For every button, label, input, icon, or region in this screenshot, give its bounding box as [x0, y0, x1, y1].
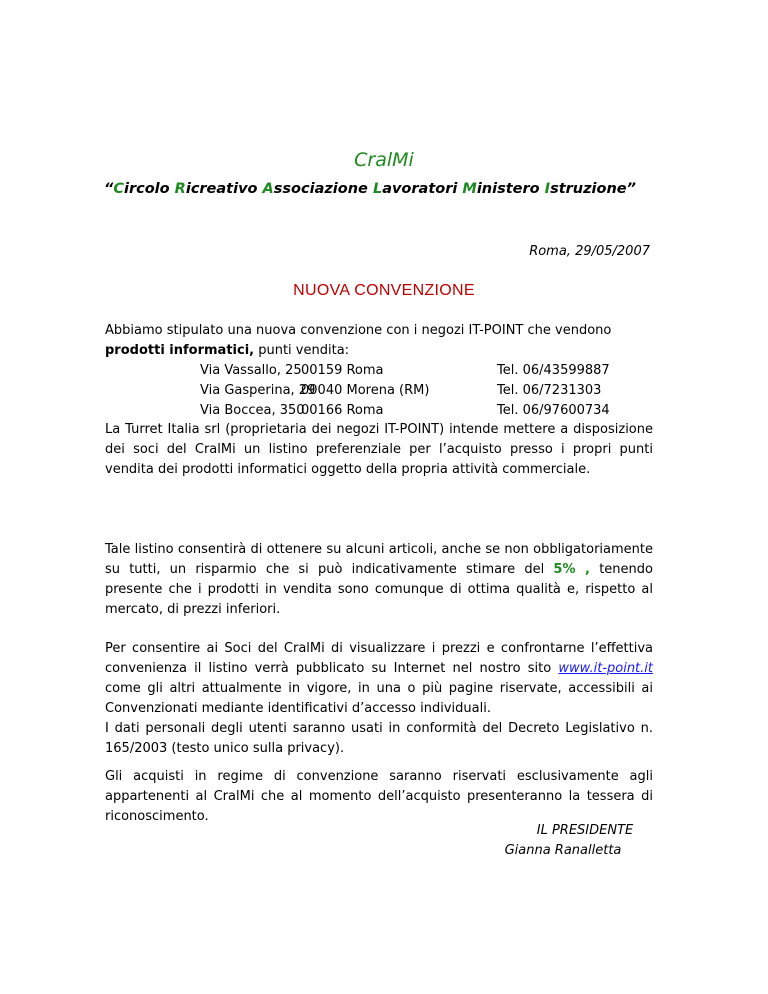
store-row — [105, 381, 665, 401]
logo-part-cral: Cral — [354, 149, 393, 171]
initial-a: A — [262, 181, 274, 197]
intro-text-end: punti vendita: — [254, 343, 350, 358]
initial-m: M — [462, 181, 477, 197]
website-link[interactable]: www.it-point.it — [558, 661, 653, 676]
word-ministero: inistero — [476, 181, 545, 197]
store-phone: Tel. 06/7231303 — [497, 383, 602, 398]
discount-text: Tale listino consentirà di ottenere su alcuni articoli, anche se non obbligatoriamente su tutti, un risparmio che si può indicativamente stimare del — [105, 542, 653, 577]
word-circolo: ircolo — [124, 181, 175, 197]
store-city: 00166 Roma — [301, 403, 384, 418]
document-date: Roma, 29/05/2007 — [529, 244, 650, 259]
privacy-text: I dati personali degli utenti saranno usati in conformità del Decreto Legislativo n. 165/2003 (testo unico sulla privacy). — [105, 721, 653, 756]
document-heading: NUOVA CONVENZIONE — [293, 282, 475, 299]
website-text-end: come gli altri attualmente in vigore, in una o più pagine riservate, accessibili ai Convenzionati mediante identificativi d’accesso individuali. — [105, 681, 653, 716]
store-phone: Tel. 06/43599887 — [497, 363, 610, 378]
initial-r: R — [174, 181, 186, 197]
website-text: Per consentire ai Soci del CralMi di visualizzare i prezzi e confrontarne l’effettiva convenienza il listino verrà pubblicato su Internet nel nostro sito — [105, 641, 653, 676]
initial-i: I — [544, 181, 551, 197]
word-lavoratori: avoratori — [382, 181, 463, 197]
store-address: Via Vassallo, 25 — [200, 363, 302, 378]
website-paragraph — [105, 639, 653, 759]
close-quote: ” — [626, 181, 636, 197]
store-list — [105, 361, 665, 421]
store-city: 00159 Roma — [301, 363, 384, 378]
intro-paragraph — [105, 321, 653, 361]
initial-l: L — [372, 181, 383, 197]
store-row — [105, 401, 665, 421]
turret-paragraph: La Turret Italia srl (proprietaria dei negozi IT-POINT) intende mettere a disposizione dei soci del CralMi un listino preferenziale per l’acquisto presso i propri punti vendita dei prodotti informatici oggetto della propria attività commerciale. — [105, 422, 653, 477]
cralmi-logo — [0, 149, 768, 171]
discount-percentage: 5% , — [553, 562, 590, 577]
initial-c: C — [113, 181, 124, 197]
store-phone: Tel. 06/97600734 — [497, 403, 610, 418]
signature-title: IL PRESIDENTE — [536, 823, 634, 838]
word-associazione: ssociazione — [273, 181, 373, 197]
association-full-name — [104, 181, 704, 197]
discount-text-end: tenendo presente che i prodotti in vendita sono comunque di ottima qualità e, rispetto al mercato, di prezzi inferiori. — [105, 562, 653, 617]
store-address: Via Gasperina, 29 — [200, 383, 316, 398]
discount-paragraph — [105, 540, 653, 620]
intro-text: Abbiamo stipulato una nuova convenzione con i negozi IT-POINT che vendono — [105, 323, 612, 338]
intro-bold-products: prodotti informatici, — [105, 343, 255, 358]
store-address: Via Boccea, 350 — [200, 403, 305, 418]
logo-part-mi: Mi — [392, 149, 414, 171]
store-city: 00040 Morena (RM) — [301, 383, 430, 398]
purchase-paragraph: Gli acquisti in regime di convenzione saranno riservati esclusivamente agli appartenenti al CralMi che al momento dell’acquisto presenteranno la tessera di riconoscimento. — [105, 769, 653, 824]
word-istruzione: struzione — [550, 181, 627, 197]
word-ricreativo: icreativo — [185, 181, 263, 197]
store-row — [105, 361, 665, 381]
signature-name: Gianna Ranalletta — [504, 843, 622, 858]
open-quote: “ — [104, 181, 114, 197]
